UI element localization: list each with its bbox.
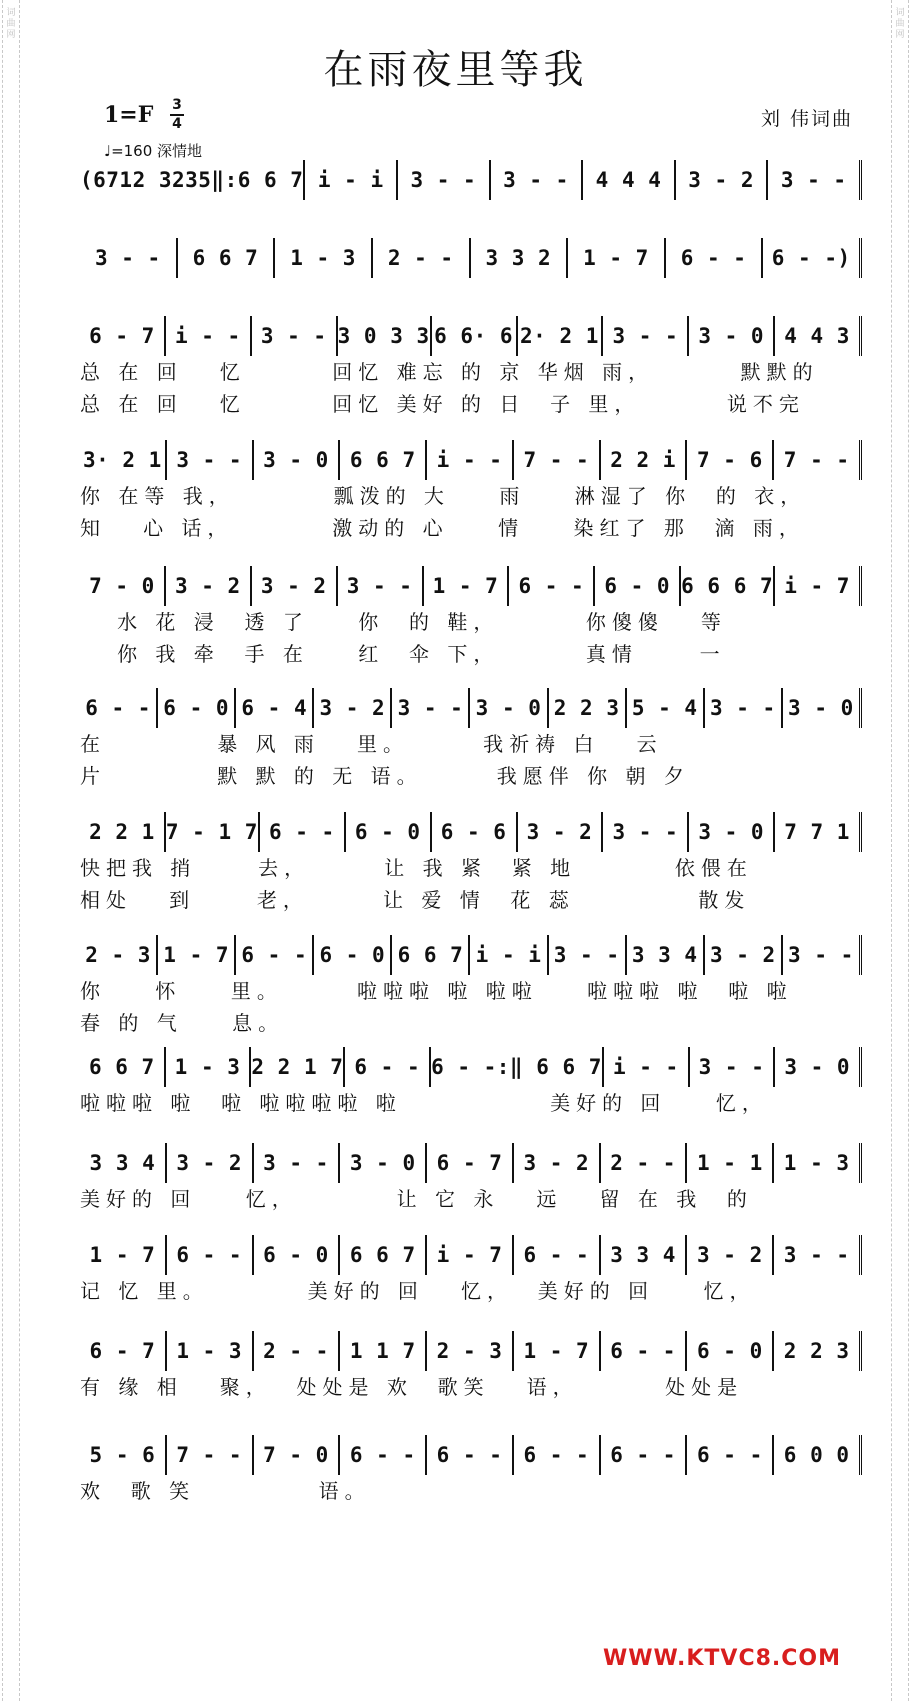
- notation-line: [80, 1143, 862, 1183]
- score-system: [80, 812, 862, 916]
- measure: 3 - -: [768, 160, 862, 200]
- measure: i - i: [305, 160, 398, 200]
- measure: 6 6 7: [178, 238, 276, 278]
- notation-line: [80, 160, 862, 200]
- measure: 2 - 3: [427, 1331, 514, 1371]
- measure: 2 - -: [373, 238, 471, 278]
- song-title: 在雨夜里等我: [323, 47, 588, 93]
- measure: 3 - 2: [687, 1235, 774, 1275]
- measure: 1 - 7: [514, 1331, 601, 1371]
- measure: i - 7: [427, 1235, 514, 1275]
- measure: 6 - -: [687, 1435, 774, 1475]
- measure: 3 - 0: [689, 316, 775, 356]
- measure: 6 - 0: [595, 566, 681, 606]
- measure: 6 6 7: [340, 440, 427, 480]
- lyric-line: 水 花 浸 透 了 你 的 鞋， 你傻傻 等: [80, 610, 727, 634]
- measure: 6 - -: [236, 935, 314, 975]
- measure: 6 - -: [427, 1435, 514, 1475]
- measure: 3 - 0: [689, 812, 775, 852]
- measure: 1 - 7: [158, 935, 236, 975]
- measure: 6 6 7: [340, 1235, 427, 1275]
- measure: i - 7: [775, 566, 862, 606]
- lyric-line: 你 怀 里。 啦啦啦 啦 啦啦 啦啦啦 啦 啦 啦: [80, 979, 793, 1003]
- measure: 5 - 6: [80, 1435, 167, 1475]
- notation-line: [80, 812, 862, 852]
- notation-line: [80, 935, 862, 975]
- score-system: [80, 1331, 862, 1403]
- measure: 1 - 7: [424, 566, 510, 606]
- measure: 6 - -: [514, 1435, 601, 1475]
- measure: 2 2 i: [601, 440, 688, 480]
- notation-line: [80, 688, 862, 728]
- measure: 1 - 1: [687, 1143, 774, 1183]
- measure: 3 - -: [774, 1235, 862, 1275]
- measure: 7 7 1: [775, 812, 862, 852]
- measure: 6 - -: [509, 566, 595, 606]
- lyric-line: 你 我 牵 手 在 红 伞 下， 真情 一: [80, 642, 726, 666]
- measure: 3 - 2: [705, 935, 783, 975]
- measure: 3 - -: [338, 566, 424, 606]
- notation-line: [80, 566, 862, 606]
- measure: 6 6 7: [80, 1047, 166, 1087]
- measure: i - -: [604, 1047, 690, 1087]
- lyric-line: 快把我 捎 去， 让 我 紧 紧 地 依偎在: [80, 856, 753, 880]
- measure: 3 - -: [398, 160, 491, 200]
- measure: 3 - 2: [518, 812, 604, 852]
- score-system: [80, 935, 862, 1039]
- lyric-line: 知 心 话， 激动的 心 情 染红了 那 滴 雨，: [80, 516, 805, 540]
- measure: 3 - 2: [314, 688, 392, 728]
- author-credit: 刘 伟词曲: [760, 108, 853, 130]
- measure: 6 - -: [340, 1435, 427, 1475]
- score-system: [80, 1143, 862, 1215]
- lyric-line: 美好的 回 忆， 让 它 永 远 留 在 我 的: [80, 1187, 753, 1211]
- measure: 1 - 7: [80, 1235, 167, 1275]
- score-system: [80, 566, 862, 670]
- measure: 5 - 4: [627, 688, 705, 728]
- measure: 2 2 1 7: [251, 1047, 345, 1087]
- notation-line: [80, 1047, 862, 1087]
- lyric-line: 片 默 默 的 无 语。 我愿伴 你 朝 夕: [80, 764, 690, 788]
- measure: 1 - 3: [166, 1047, 252, 1087]
- notation-line: [80, 440, 862, 480]
- score-system: [80, 238, 862, 278]
- measure: 3 - -: [392, 688, 470, 728]
- measure: 2 - 3: [80, 935, 158, 975]
- measure: 4 4 3: [775, 316, 862, 356]
- measure: 6 - 7: [80, 316, 166, 356]
- measure: 3 3 4: [601, 1235, 688, 1275]
- measure: 6 - 0: [254, 1235, 341, 1275]
- measure: 3 - -: [603, 812, 689, 852]
- measure: 6 - -: [601, 1331, 688, 1371]
- measure: 3 - -: [783, 935, 862, 975]
- measure: 3 - -: [705, 688, 783, 728]
- measure: 3 - -: [80, 238, 178, 278]
- measure: 1 - 3: [275, 238, 373, 278]
- measure: 3 3 4: [80, 1143, 167, 1183]
- side-watermark-text: 词曲网: [6, 8, 16, 40]
- measure: 3 3 2: [471, 238, 569, 278]
- score-system: [80, 1435, 862, 1507]
- measure: 3 - 0: [254, 440, 341, 480]
- notation-line: [80, 238, 862, 278]
- measure: 1 - 3: [774, 1143, 862, 1183]
- measure: 3 - 2: [676, 160, 769, 200]
- measure: 7 - -: [514, 440, 601, 480]
- side-watermark-text: 词曲网: [895, 8, 905, 40]
- measure: i - -: [166, 316, 252, 356]
- score-system: [80, 440, 862, 544]
- measure: 3 - -: [549, 935, 627, 975]
- time-signature-top: 3: [172, 97, 182, 113]
- measure: 6 - 0: [687, 1331, 774, 1371]
- measure: 3 - -: [167, 440, 254, 480]
- score-system: [80, 1235, 862, 1307]
- tempo-marking: ♩=160 深情地: [104, 142, 203, 160]
- measure: i - i: [470, 935, 548, 975]
- measure: 3 - 0: [470, 688, 548, 728]
- measure: 3 - -: [252, 316, 338, 356]
- measure: 6 - -): [763, 238, 862, 278]
- measure: 6 - 4: [236, 688, 314, 728]
- measure: 3 - 2: [252, 566, 338, 606]
- measure: 3 - 2: [167, 1143, 254, 1183]
- measure: 6 - -: [666, 238, 764, 278]
- score-system: [80, 688, 862, 792]
- measure: 3 - 0: [340, 1143, 427, 1183]
- measure: 6 - 0: [314, 935, 392, 975]
- lyric-line: 啦啦啦 啦 啦 啦啦啦啦 啦 美好的 回 忆，: [80, 1091, 768, 1115]
- measure: 6 - -: [260, 812, 346, 852]
- measure: i - -: [427, 440, 514, 480]
- measure: 2 2 3: [549, 688, 627, 728]
- lyric-line: 总 在 回 忆 回忆 难忘 的 京 华烟 雨， 默默的: [80, 360, 819, 384]
- measure: 1 - 3: [167, 1331, 254, 1371]
- key-signature: 1=F: [104, 102, 154, 128]
- lyric-line: 你 在等 我， 瓢泼的 大 雨 淋湿了 你 的 衣，: [80, 484, 807, 508]
- measure: 6 - -: [345, 1047, 431, 1087]
- time-signature-bottom: 4: [172, 116, 182, 132]
- measure: 1 1 7: [340, 1331, 427, 1371]
- lyric-line: 欢 歌 笑 语。: [80, 1479, 371, 1503]
- time-signature: [170, 98, 184, 132]
- lyric-line: 春 的 气 息。: [80, 1011, 285, 1035]
- lyric-line: 在 暴 风 雨 里。 我祈祷 白 云: [80, 732, 663, 756]
- measure: (6712 3235‖:6 6 7: [80, 160, 305, 200]
- measure: 6 6 6 7: [681, 566, 775, 606]
- left-watermark-strip: [2, 0, 20, 1701]
- lyric-line: 记 忆 里。 美好的 回 忆， 美好的 回 忆，: [80, 1279, 756, 1303]
- measure: 3 - -: [254, 1143, 341, 1183]
- score-system: [80, 316, 862, 420]
- measure: 3 - -: [690, 1047, 776, 1087]
- measure: 2· 2 1: [518, 316, 604, 356]
- lyric-line: 有 缘 相 聚， 处处是 欢 歌笑 语， 处处是: [80, 1375, 744, 1399]
- measure: 7 - -: [774, 440, 862, 480]
- measure: 6 - -: [80, 688, 158, 728]
- measure: 3 - 2: [166, 566, 252, 606]
- right-watermark-strip: [891, 0, 909, 1701]
- notation-line: [80, 1235, 862, 1275]
- notation-line: [80, 316, 862, 356]
- measure: 6 - -: [167, 1235, 254, 1275]
- measure: 7 - 0: [80, 566, 166, 606]
- measure: 3· 2 1: [80, 440, 167, 480]
- measure: 3 - 2: [514, 1143, 601, 1183]
- measure: 7 - 6: [687, 440, 774, 480]
- measure: 6 - 0: [158, 688, 236, 728]
- score-system: [80, 160, 862, 200]
- measure: 2 - -: [601, 1143, 688, 1183]
- measure: 6 - 7: [80, 1331, 167, 1371]
- measure: 3 3 4: [627, 935, 705, 975]
- measure: 6 0 0: [774, 1435, 862, 1475]
- measure: 2 2 1: [80, 812, 166, 852]
- measure: 3 - -: [603, 316, 689, 356]
- lyric-line: 相处 到 老， 让 爱 情 花 蕊 散发: [80, 888, 751, 912]
- lyric-line: 总 在 回 忆 回忆 美好 的 日 子 里， 说不完: [80, 392, 805, 416]
- measure: 6 - -: [601, 1435, 688, 1475]
- score-system: [80, 1047, 862, 1119]
- measure: 4 4 4: [583, 160, 676, 200]
- notation-line: [80, 1435, 862, 1475]
- measure: 7 - 0: [254, 1435, 341, 1475]
- measure: 2 2 3: [774, 1331, 862, 1371]
- measure: 6 - 0: [346, 812, 432, 852]
- measure: 6 6 7: [392, 935, 470, 975]
- notation-line: [80, 1331, 862, 1371]
- measure: 3 - 0: [775, 1047, 862, 1087]
- measure: 6 - 6: [432, 812, 518, 852]
- measure: 3 - -: [491, 160, 584, 200]
- site-logo: WWW.KTVC8.COM: [603, 1646, 841, 1671]
- measure: 6 - -:‖ 6 6 7: [431, 1047, 604, 1087]
- measure: 6 6· 6: [432, 316, 518, 356]
- measure: 7 - -: [167, 1435, 254, 1475]
- measure: 3 - 0: [783, 688, 862, 728]
- measure: 7 - 1 7: [166, 812, 260, 852]
- measure: 1 - 7: [568, 238, 666, 278]
- measure: 6 - -: [514, 1235, 601, 1275]
- measure: 3 0 3 3: [338, 316, 432, 356]
- measure: 2 - -: [254, 1331, 341, 1371]
- measure: 6 - 7: [427, 1143, 514, 1183]
